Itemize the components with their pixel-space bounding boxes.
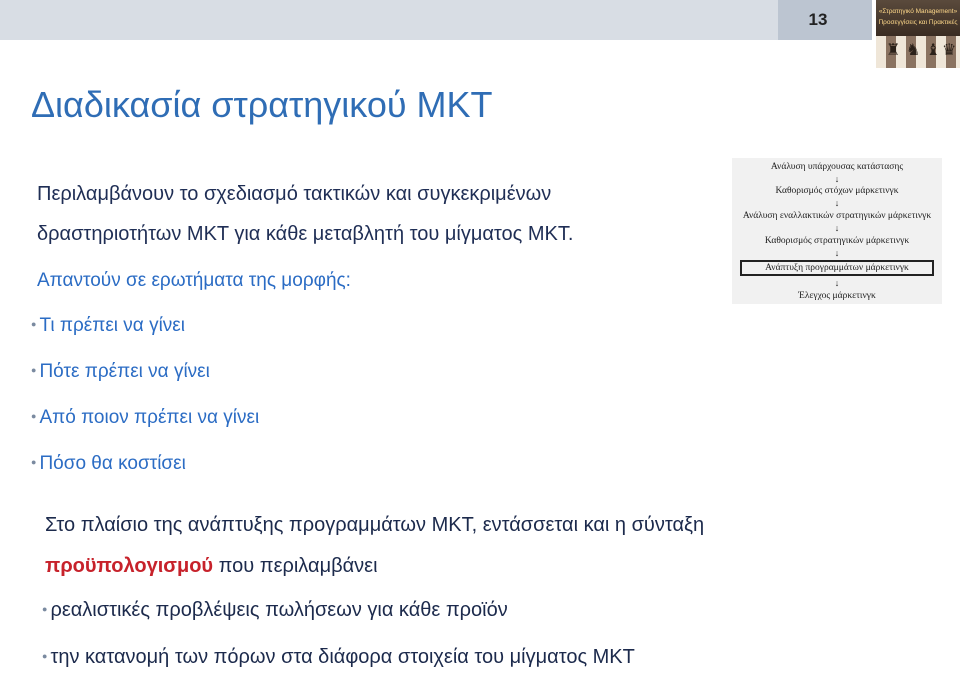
questions-lead: Απαντούν σε ερωτήματα της μορφής: [37,270,351,291]
question-text: Τι πρέπει να γίνει [39,315,185,336]
budget-highlight: προϋπολογισμού [45,555,214,577]
chess-piece-icon: ♝ [926,42,941,59]
flow-step: Καθορισμός στρατηγικών μάρκετινγκ [764,236,910,246]
budget-line-2 [45,555,378,578]
logo-line-2: Προσεγγίσεις και Πρακτικές [878,19,958,26]
chess-piece-icon: ♜ [886,42,901,59]
top-bar [0,0,872,40]
down-arrow-icon: ↓ [834,223,840,233]
question-text: Πότε πρέπει να γίνει [39,361,210,382]
down-arrow-icon: ↓ [834,198,840,208]
budget-item-text: την κατανομή των πόρων στα διάφορα στοιχεία του μίγματος ΜΚΤ [50,646,635,668]
flow-step: Έλεγχος μάρκετινγκ [798,291,876,301]
down-arrow-icon: ↓ [834,174,840,184]
intro-line-2: δραστηριοτήτων ΜΚΤ για κάθε μεταβλητή του μίγματος ΜΚΤ. [37,223,574,245]
flow-step-highlighted: Ανάπτυξη προγραμμάτων μάρκετινγκ [765,263,909,273]
question-item [31,453,186,475]
bullet-icon: ● [31,319,37,329]
question-item [31,361,210,383]
bullet-icon: ● [31,411,37,421]
process-flowchart [732,158,942,304]
logo-line-1: «Στρατηγικό Management» [878,8,958,15]
down-arrow-icon: ↓ [834,248,840,258]
question-text: Πόσο θα κοστίσει [39,453,186,474]
logo-band [876,0,960,36]
chess-piece-icon: ♞ [906,42,921,59]
budget-item-text: ρεαλιστικές προβλέψεις πωλήσεων για κάθε προϊόν [50,599,508,621]
budget-line-1: Στο πλαίσιο της ανάπτυξης προγραμμάτων ΜΚΤ, εντάσσεται και η σύνταξη [45,514,705,536]
down-arrow-icon: ↓ [834,278,840,288]
intro-line-1: Περιλαμβάνουν το σχεδιασμό τακτικών και συγκεκριμένων [37,183,552,205]
budget-item [42,646,635,669]
question-item [31,407,259,429]
budget-line-2-rest: που περιλαμβάνει [213,555,378,577]
bullet-icon: ● [42,651,48,661]
budget-item [42,599,508,622]
question-item [31,315,185,337]
bullet-icon: ● [31,457,37,467]
bullet-icon: ● [31,365,37,375]
logo [876,0,960,68]
flow-step: Ανάλυση υπάρχουσας κατάστασης [770,162,904,172]
flow-step: Ανάλυση εναλλακτικών στρατηγικών μάρκετινγκ [742,211,932,221]
chess-piece-icon: ♛ [942,42,957,59]
question-text: Από ποιον πρέπει να γίνει [39,407,260,428]
slide-title: Διαδικασία στρατηγικού ΜΚΤ [31,84,493,125]
bullet-icon: ● [42,604,48,614]
flow-step: Καθορισμός στόχων μάρκετινγκ [775,186,899,196]
slide-number: 13 [808,10,828,29]
